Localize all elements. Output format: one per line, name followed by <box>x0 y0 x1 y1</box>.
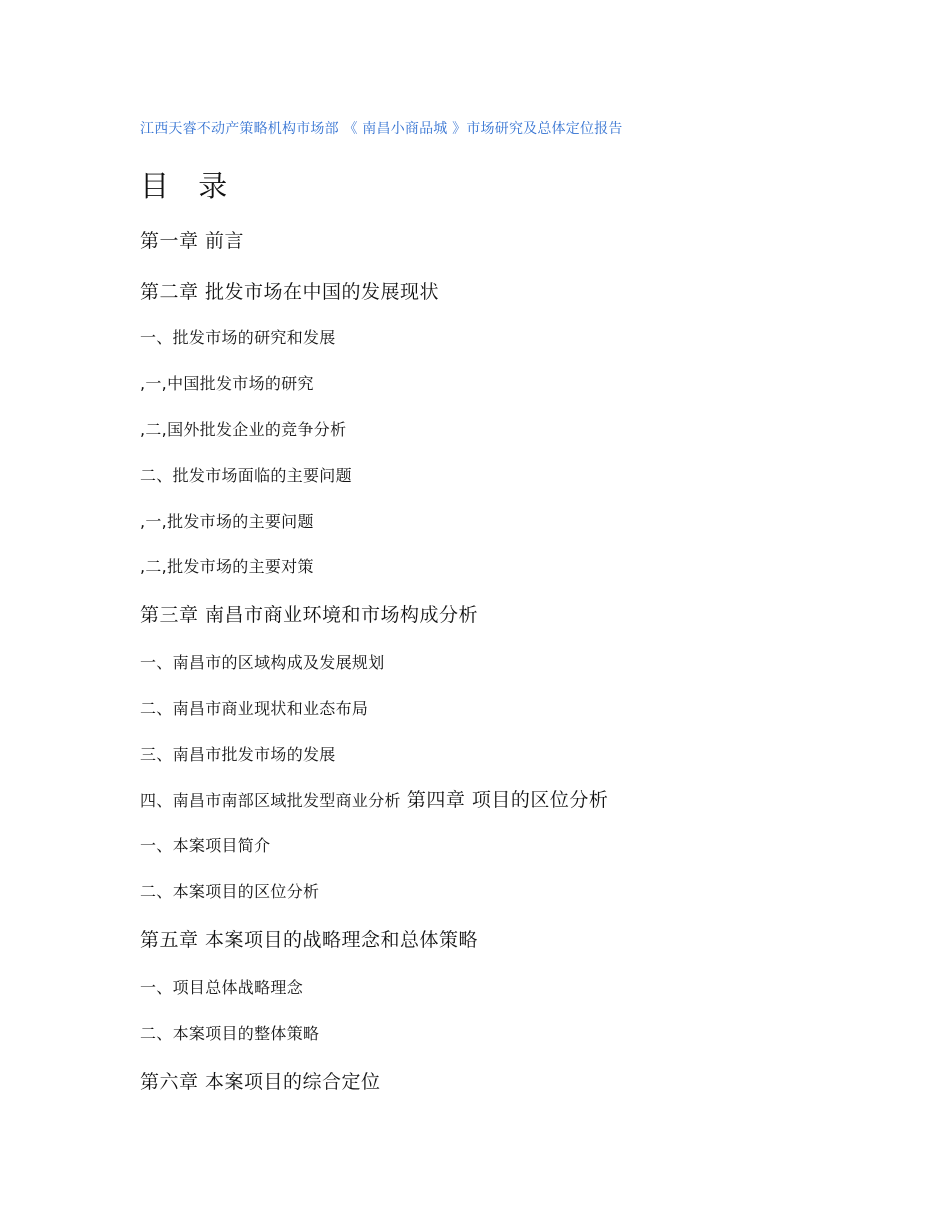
toc-subsection-2-1-2: ,二,国外批发企业的竞争分析 <box>140 420 347 439</box>
toc-section-3-2: 二、南昌市商业现状和业态布局 <box>140 699 369 718</box>
toc-section-4-2: 二、本案项目的区位分析 <box>140 882 320 901</box>
toc-subsection-2-2-2: ,二,批发市场的主要对策 <box>140 557 314 576</box>
running-header: 江西天睿不动产策略机构市场部 《 南昌小商品城 》市场研究及总体定位报告 <box>140 121 623 137</box>
toc-chapter-6: 第六章 本案项目的综合定位 <box>140 1071 381 1093</box>
toc-section-3-3: 三、南昌市批发市场的发展 <box>140 745 336 764</box>
toc-subsection-2-2-1: ,一,批发市场的主要问题 <box>140 512 314 531</box>
toc-subsection-2-1-1: ,一,中国批发市场的研究 <box>140 374 314 393</box>
toc-section-4-1: 一、本案项目简介 <box>140 836 271 855</box>
toc-section-2-2: 二、批发市场面临的主要问题 <box>140 466 352 485</box>
toc-section-2-1: 一、批发市场的研究和发展 <box>140 328 336 347</box>
toc-section-5-2: 二、本案项目的整体策略 <box>140 1024 320 1043</box>
toc-chapter-4: 第四章 项目的区位分析 <box>406 789 609 811</box>
toc-chapter-3: 第三章 南昌市商业环境和市场构成分析 <box>140 604 479 626</box>
toc-section-3-4-label: 四、南昌市南部区域批发型商业分析 <box>140 791 401 810</box>
toc-title: 目 录 <box>140 169 238 203</box>
toc-section-3-4 <box>140 785 608 812</box>
toc-section-3-1: 一、南昌市的区域构成及发展规划 <box>140 653 385 672</box>
toc-chapter-5: 第五章 本案项目的战略理念和总体策略 <box>140 929 479 951</box>
toc-section-5-1: 一、项目总体战略理念 <box>140 978 304 997</box>
toc-chapter-2: 第二章 批发市场在中国的发展现状 <box>140 281 440 303</box>
toc-chapter-1: 第一章 前言 <box>140 230 245 252</box>
